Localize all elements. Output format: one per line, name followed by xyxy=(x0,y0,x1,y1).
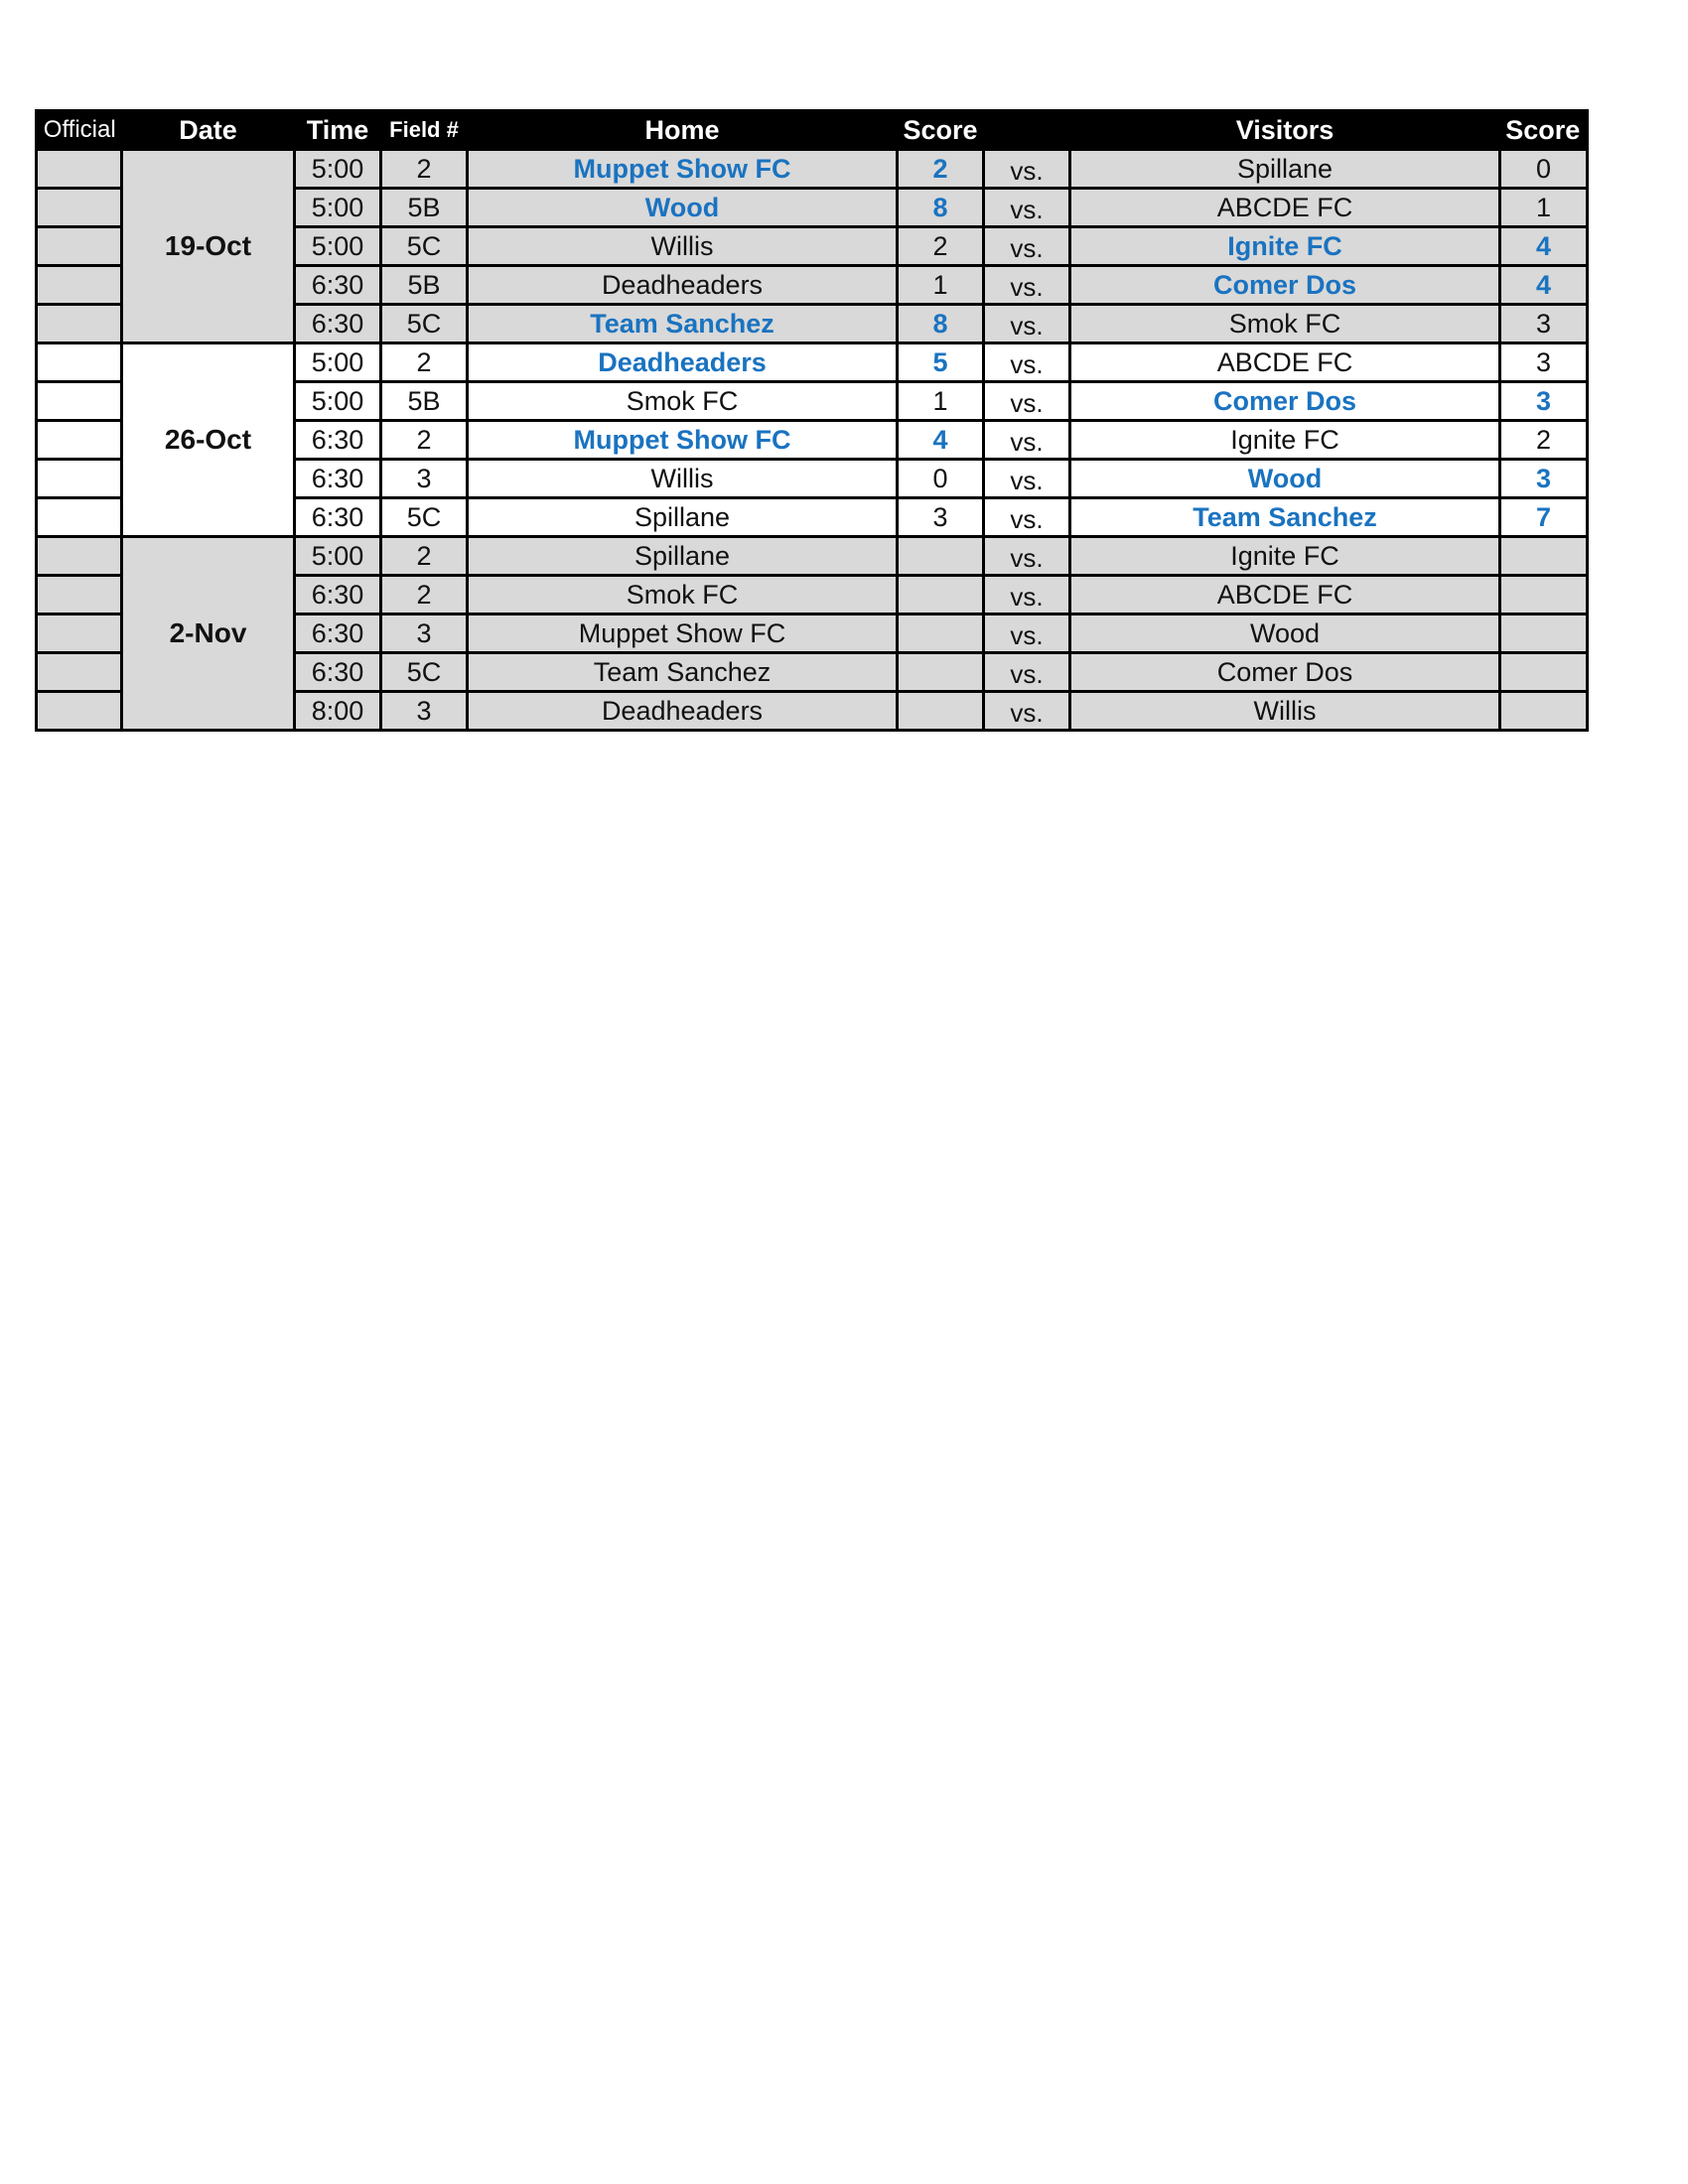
home-score-cell xyxy=(898,537,984,576)
home-score-cell: 5 xyxy=(898,343,984,382)
vs-cell: vs. xyxy=(984,343,1070,382)
header-official: Official xyxy=(37,111,122,150)
schedule-table xyxy=(35,109,1589,732)
home-score-cell xyxy=(898,576,984,614)
visitor-score-cell xyxy=(1500,692,1588,731)
visitor-team-cell: Comer Dos xyxy=(1070,266,1500,305)
official-cell[interactable] xyxy=(37,305,122,343)
date-cell: 19-Oct xyxy=(122,150,295,343)
visitor-team-cell: ABCDE FC xyxy=(1070,343,1500,382)
official-cell[interactable] xyxy=(37,227,122,266)
time-cell: 6:30 xyxy=(295,460,381,498)
vs-cell: vs. xyxy=(984,498,1070,537)
time-cell: 6:30 xyxy=(295,614,381,653)
field-cell: 5C xyxy=(381,305,468,343)
official-cell[interactable] xyxy=(37,189,122,227)
home-team-cell: Muppet Show FC xyxy=(468,421,898,460)
vs-cell: vs. xyxy=(984,189,1070,227)
time-cell: 6:30 xyxy=(295,266,381,305)
official-cell[interactable] xyxy=(37,421,122,460)
header-vs xyxy=(984,111,1070,150)
vs-cell: vs. xyxy=(984,653,1070,692)
table-row xyxy=(37,537,1588,576)
visitor-score-cell: 2 xyxy=(1500,421,1588,460)
visitor-score-cell: 3 xyxy=(1500,343,1588,382)
home-team-cell: Deadheaders xyxy=(468,343,898,382)
visitor-score-cell xyxy=(1500,653,1588,692)
home-team-cell: Spillane xyxy=(468,498,898,537)
official-cell[interactable] xyxy=(37,692,122,731)
field-cell: 5B xyxy=(381,382,468,421)
vs-cell: vs. xyxy=(984,576,1070,614)
official-cell[interactable] xyxy=(37,460,122,498)
date-cell: 2-Nov xyxy=(122,537,295,731)
home-team-cell: Team Sanchez xyxy=(468,653,898,692)
field-cell: 5B xyxy=(381,266,468,305)
header-field: Field # xyxy=(381,111,468,150)
home-team-cell: Team Sanchez xyxy=(468,305,898,343)
visitor-score-cell: 1 xyxy=(1500,189,1588,227)
visitor-score-cell: 4 xyxy=(1500,227,1588,266)
vs-cell: vs. xyxy=(984,382,1070,421)
home-score-cell: 2 xyxy=(898,150,984,189)
visitor-team-cell: ABCDE FC xyxy=(1070,576,1500,614)
table-row xyxy=(37,343,1588,382)
official-cell[interactable] xyxy=(37,150,122,189)
visitor-team-cell: Willis xyxy=(1070,692,1500,731)
home-team-cell: Deadheaders xyxy=(468,266,898,305)
visitor-team-cell: Comer Dos xyxy=(1070,382,1500,421)
vs-cell: vs. xyxy=(984,460,1070,498)
header-time: Time xyxy=(295,111,381,150)
field-cell: 5C xyxy=(381,498,468,537)
vs-cell: vs. xyxy=(984,150,1070,189)
visitor-team-cell: ABCDE FC xyxy=(1070,189,1500,227)
time-cell: 6:30 xyxy=(295,653,381,692)
field-cell: 2 xyxy=(381,150,468,189)
field-cell: 5C xyxy=(381,653,468,692)
visitor-score-cell xyxy=(1500,576,1588,614)
home-score-cell xyxy=(898,653,984,692)
field-cell: 3 xyxy=(381,614,468,653)
vs-cell: vs. xyxy=(984,537,1070,576)
home-score-cell: 8 xyxy=(898,189,984,227)
header-date: Date xyxy=(122,111,295,150)
vs-cell: vs. xyxy=(984,421,1070,460)
time-cell: 6:30 xyxy=(295,305,381,343)
home-score-cell xyxy=(898,614,984,653)
field-cell: 2 xyxy=(381,421,468,460)
header-home: Home xyxy=(468,111,898,150)
home-score-cell: 1 xyxy=(898,266,984,305)
field-cell: 2 xyxy=(381,537,468,576)
vs-cell: vs. xyxy=(984,692,1070,731)
time-cell: 5:00 xyxy=(295,343,381,382)
visitor-score-cell xyxy=(1500,614,1588,653)
time-cell: 6:30 xyxy=(295,421,381,460)
home-team-cell: Wood xyxy=(468,189,898,227)
official-cell[interactable] xyxy=(37,498,122,537)
visitor-team-cell: Ignite FC xyxy=(1070,421,1500,460)
vs-cell: vs. xyxy=(984,266,1070,305)
home-team-cell: Smok FC xyxy=(468,382,898,421)
home-team-cell: Smok FC xyxy=(468,576,898,614)
field-cell: 3 xyxy=(381,692,468,731)
visitor-score-cell: 0 xyxy=(1500,150,1588,189)
visitor-team-cell: Spillane xyxy=(1070,150,1500,189)
header-visitor-score: Score xyxy=(1500,111,1588,150)
visitor-team-cell: Wood xyxy=(1070,460,1500,498)
home-score-cell: 4 xyxy=(898,421,984,460)
time-cell: 5:00 xyxy=(295,382,381,421)
visitor-team-cell: Ignite FC xyxy=(1070,537,1500,576)
time-cell: 5:00 xyxy=(295,150,381,189)
header-row xyxy=(37,111,1588,150)
official-cell[interactable] xyxy=(37,576,122,614)
time-cell: 5:00 xyxy=(295,189,381,227)
field-cell: 2 xyxy=(381,343,468,382)
vs-cell: vs. xyxy=(984,614,1070,653)
official-cell[interactable] xyxy=(37,382,122,421)
home-team-cell: Deadheaders xyxy=(468,692,898,731)
time-cell: 5:00 xyxy=(295,227,381,266)
home-team-cell: Muppet Show FC xyxy=(468,614,898,653)
time-cell: 6:30 xyxy=(295,576,381,614)
time-cell: 5:00 xyxy=(295,537,381,576)
home-team-cell: Spillane xyxy=(468,537,898,576)
official-cell[interactable] xyxy=(37,614,122,653)
time-cell: 6:30 xyxy=(295,498,381,537)
visitor-score-cell: 7 xyxy=(1500,498,1588,537)
date-cell: 26-Oct xyxy=(122,343,295,537)
field-cell: 5B xyxy=(381,189,468,227)
header-visitors: Visitors xyxy=(1070,111,1500,150)
field-cell: 2 xyxy=(381,576,468,614)
field-cell: 5C xyxy=(381,227,468,266)
home-score-cell: 0 xyxy=(898,460,984,498)
official-cell[interactable] xyxy=(37,266,122,305)
visitor-score-cell: 3 xyxy=(1500,382,1588,421)
home-score-cell: 2 xyxy=(898,227,984,266)
visitor-team-cell: Smok FC xyxy=(1070,305,1500,343)
home-team-cell: Willis xyxy=(468,227,898,266)
table-row xyxy=(37,150,1588,189)
time-cell: 8:00 xyxy=(295,692,381,731)
vs-cell: vs. xyxy=(984,227,1070,266)
home-score-cell: 8 xyxy=(898,305,984,343)
visitor-team-cell: Comer Dos xyxy=(1070,653,1500,692)
official-cell[interactable] xyxy=(37,343,122,382)
official-cell[interactable] xyxy=(37,537,122,576)
visitor-team-cell: Ignite FC xyxy=(1070,227,1500,266)
visitor-score-cell: 3 xyxy=(1500,460,1588,498)
visitor-team-cell: Wood xyxy=(1070,614,1500,653)
visitor-score-cell: 3 xyxy=(1500,305,1588,343)
schedule-body xyxy=(37,150,1588,731)
official-cell[interactable] xyxy=(37,653,122,692)
home-score-cell xyxy=(898,692,984,731)
field-cell: 3 xyxy=(381,460,468,498)
visitor-score-cell xyxy=(1500,537,1588,576)
home-score-cell: 1 xyxy=(898,382,984,421)
header-home-score: Score xyxy=(898,111,984,150)
home-team-cell: Muppet Show FC xyxy=(468,150,898,189)
visitor-team-cell: Team Sanchez xyxy=(1070,498,1500,537)
home-score-cell: 3 xyxy=(898,498,984,537)
home-team-cell: Willis xyxy=(468,460,898,498)
vs-cell: vs. xyxy=(984,305,1070,343)
visitor-score-cell: 4 xyxy=(1500,266,1588,305)
